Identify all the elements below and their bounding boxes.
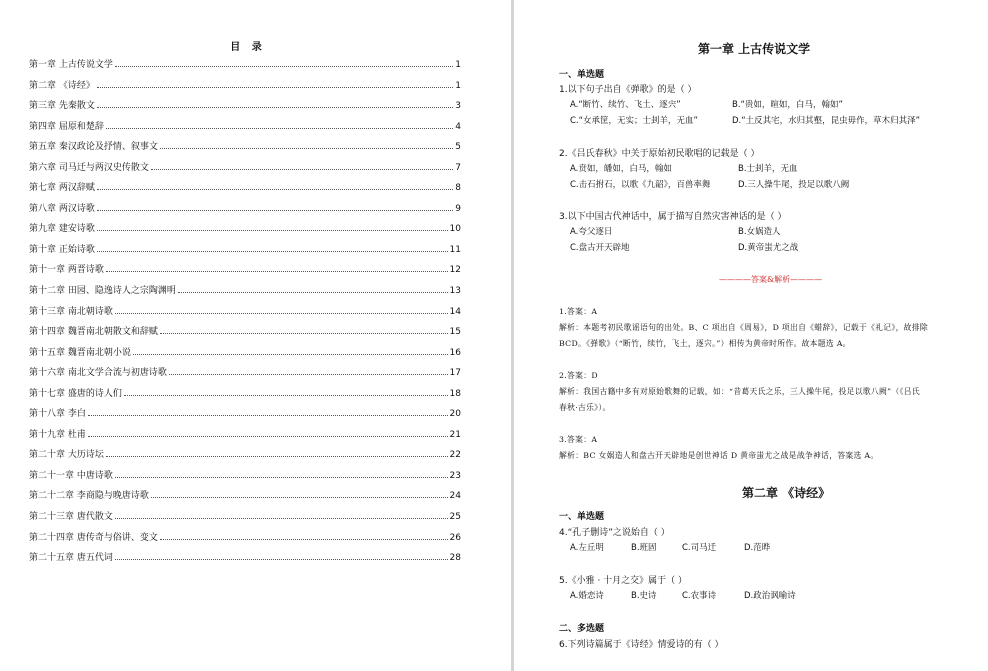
toc-entry[interactable] xyxy=(29,119,461,140)
option-b: B.史诗 xyxy=(631,591,657,601)
toc-page-number: 26 xyxy=(449,532,461,543)
option-a: A.婚恋诗 xyxy=(570,591,604,601)
toc-leader-dots xyxy=(97,189,453,190)
option-b: B.班固 xyxy=(631,543,657,553)
toc-leader-dots xyxy=(160,539,448,540)
answer-explanation: 春秋·古乐》）。 xyxy=(559,403,611,412)
toc-leader-dots xyxy=(106,271,448,272)
toc-page-number: 13 xyxy=(449,286,461,297)
toc-leader-dots xyxy=(115,477,448,478)
option-c: C.盘古开天辟地 xyxy=(570,243,630,253)
answer-explanation: 解析：本题考初民歌谣语句的出处。B、C 项出自《周易》，D 项出自《蜡辞》，记载于《礼记》，故排除 xyxy=(559,323,928,332)
option-b: B.士刲羊，无血 xyxy=(738,164,798,174)
toc-entry[interactable] xyxy=(29,201,461,222)
toc-page-number: 22 xyxy=(449,450,461,461)
toc-leader-dots xyxy=(160,148,453,149)
toc-leader-dots xyxy=(115,559,448,560)
option-a: A.贲如，皤如，白马，翰如 xyxy=(570,164,672,174)
toc-leader-dots xyxy=(106,456,448,457)
toc-leader-dots xyxy=(88,415,448,416)
toc-leader-dots xyxy=(97,230,448,231)
option-d: D.“土反其宅，水归其壑，昆虫毋作，草木归其泽” xyxy=(732,116,921,126)
option-d: D.三人操牛尾，投足以歌八阙 xyxy=(738,180,850,190)
answer-separator: ————答案&解析———— xyxy=(719,275,823,284)
toc-page-number: 7 xyxy=(455,162,461,173)
toc-entry-label: 第十一章 两晋诗歌 xyxy=(29,265,104,276)
toc-page-number: 25 xyxy=(449,512,461,523)
toc-leader-dots xyxy=(106,128,453,129)
toc-entry-label: 第一章 上古传说文学 xyxy=(29,60,113,70)
toc-entry-label: 第二章 《诗经》 xyxy=(29,80,95,91)
toc-leader-dots xyxy=(115,313,448,314)
toc-entry-label: 第十九章 杜甫 xyxy=(29,429,86,440)
toc-title: 目 录 xyxy=(230,42,266,53)
toc-entry-label: 第二十四章 唐传奇与俗讲、变文 xyxy=(29,532,158,543)
toc-leader-dots xyxy=(97,251,448,252)
question-text: 5.《小雅 · 十月之交》属于（ ） xyxy=(559,576,688,586)
toc-page-number: 10 xyxy=(449,224,461,235)
toc-entry[interactable] xyxy=(29,180,461,201)
toc-leader-dots xyxy=(97,210,453,211)
toc-leader-dots xyxy=(178,292,448,293)
option-c: C.“女承筐，无实；士刲羊，无血” xyxy=(570,116,698,126)
toc-entry[interactable] xyxy=(29,57,461,78)
toc-leader-dots xyxy=(97,107,453,108)
toc-entry-label: 第十章 正始诗歌 xyxy=(29,244,95,255)
toc-page-number: 14 xyxy=(449,306,461,317)
toc-leader-dots xyxy=(88,436,448,437)
toc-page-number: 28 xyxy=(449,553,461,564)
toc-entry-label: 第三章 先秦散文 xyxy=(29,101,95,112)
toc-page-number: 9 xyxy=(455,203,461,214)
option-a: A.“断竹、续竹、飞土、逐宍” xyxy=(570,100,681,110)
toc-entry[interactable] xyxy=(29,406,461,427)
toc-entry[interactable] xyxy=(29,262,461,283)
toc-page-number: 24 xyxy=(449,491,461,502)
toc-page-number: 1 xyxy=(455,80,461,91)
toc-list xyxy=(29,57,461,571)
toc-entry[interactable] xyxy=(29,160,461,181)
toc-page-number: 23 xyxy=(449,470,461,481)
toc-leader-dots xyxy=(169,374,448,375)
option-c: C.击石拊石，以歌《九韶》，百兽率舞 xyxy=(570,180,711,190)
toc-entry[interactable] xyxy=(29,386,461,407)
toc-entry-label: 第十五章 魏晋南北朝小说 xyxy=(29,347,131,358)
toc-entry[interactable] xyxy=(29,324,461,345)
content-page xyxy=(514,0,988,671)
toc-entry[interactable] xyxy=(29,468,461,489)
option-a: A.夸父逐日 xyxy=(570,227,613,237)
option-c: C.农事诗 xyxy=(682,591,717,601)
toc-page-number: 15 xyxy=(449,327,461,338)
toc-entry-label: 第十六章 南北文学合流与初唐诗歌 xyxy=(29,368,167,379)
toc-entry-label: 第二十章 大历诗坛 xyxy=(29,450,104,461)
toc-entry[interactable] xyxy=(29,221,461,242)
toc-entry-label: 第五章 秦汉政论及抒情、叙事文 xyxy=(29,142,158,153)
toc-entry-label: 第四章 屈原和楚辞 xyxy=(29,121,104,132)
option-a: A.左丘明 xyxy=(570,543,604,553)
answer-label: 3.答案：A xyxy=(559,435,598,444)
question-text: 4.“孔子删诗”之说始自（ ） xyxy=(559,528,670,538)
answer-label: 1.答案：A xyxy=(559,307,598,316)
toc-entry-label: 第二十五章 唐五代词 xyxy=(29,553,113,564)
toc-entry[interactable] xyxy=(29,98,461,119)
section-heading: 一、单选题 xyxy=(559,512,605,522)
section-heading: 二、多选题 xyxy=(559,624,605,634)
toc-entry[interactable] xyxy=(29,365,461,386)
toc-page-number: 20 xyxy=(449,409,461,420)
toc-page-number: 8 xyxy=(455,183,461,194)
toc-entry[interactable] xyxy=(29,304,461,325)
toc-entry[interactable] xyxy=(29,447,461,468)
answer-explanation: 解析：我国古籍中多有对原始歌舞的记载，如：“昔葛天氏之乐，三人操牛尾，投足以歌八阙”（《吕氏 xyxy=(559,387,920,396)
toc-entry[interactable] xyxy=(29,550,461,571)
toc-page-number: 21 xyxy=(449,429,461,440)
toc-leader-dots xyxy=(97,87,453,88)
toc-entry-label: 第八章 两汉诗歌 xyxy=(29,203,95,214)
question-text: 1.以下句子出自《弹歌》的是（ ） xyxy=(559,85,697,95)
toc-leader-dots xyxy=(115,66,453,67)
chapter-title: 第一章 上古传说文学 xyxy=(698,42,811,56)
option-d: D.黄帝蚩尤之战 xyxy=(738,243,799,253)
toc-entry-label: 第二十一章 中唐诗歌 xyxy=(29,470,113,481)
question-text: 2.《吕氏春秋》中关于原始初民歌唱的记载是（ ） xyxy=(559,149,760,159)
toc-leader-dots xyxy=(151,497,448,498)
toc-page-number: 17 xyxy=(449,368,461,379)
toc-page-number: 16 xyxy=(449,347,461,358)
toc-entry[interactable] xyxy=(29,509,461,530)
toc-page-number: 11 xyxy=(449,244,461,255)
toc-page-number: 5 xyxy=(455,142,461,153)
option-d: D.政治讽喻诗 xyxy=(744,591,796,601)
toc-entry-label: 第十八章 李白 xyxy=(29,409,86,420)
toc-entry-label: 第十二章 田园、隐逸诗人之宗陶渊明 xyxy=(29,286,176,297)
toc-leader-dots xyxy=(151,169,453,170)
question-text: 6.下列诗篇属于《诗经》情爱诗的有（ ） xyxy=(559,640,724,650)
answer-explanation: 解析：BC 女娲造人和盘古开天辟地是创世神话 D 黄帝蚩尤之战是战争神话，答案选 A。 xyxy=(559,451,879,460)
toc-entry-label: 第十七章 盛唐的诗人们 xyxy=(29,388,122,399)
toc-leader-dots xyxy=(124,395,448,396)
toc-entry[interactable] xyxy=(29,345,461,366)
option-c: C.司马迁 xyxy=(682,543,717,553)
toc-entry[interactable] xyxy=(29,283,461,304)
toc-entry-label: 第二十三章 唐代散文 xyxy=(29,512,113,523)
toc-page-number: 18 xyxy=(449,388,461,399)
toc-entry[interactable] xyxy=(29,139,461,160)
section-heading: 一、单选题 xyxy=(559,70,605,80)
option-d: D.范晔 xyxy=(744,543,771,553)
answer-label: 2.答案：D xyxy=(559,371,598,380)
toc-entry-label: 第十三章 南北朝诗歌 xyxy=(29,306,113,317)
answer-explanation: BCD。《弹歌》（“断竹，续竹，飞土，逐宍。”）相传为黄帝时所作。故本题选 A。 xyxy=(559,339,851,348)
toc-leader-dots xyxy=(133,354,448,355)
toc-entry-label: 第二十二章 李商隐与晚唐诗歌 xyxy=(29,491,149,502)
toc-entry-label: 第十四章 魏晋南北朝散文和辞赋 xyxy=(29,327,158,338)
toc-leader-dots xyxy=(160,333,448,334)
toc-entry-label: 第七章 两汉辞赋 xyxy=(29,183,95,194)
option-b: B.女娲造人 xyxy=(738,227,781,237)
toc-page-number: 4 xyxy=(455,121,461,132)
question-text: 3.以下中国古代神话中，属于描写自然灾害神话的是（ ） xyxy=(559,212,787,222)
toc-page-number: 3 xyxy=(455,101,461,112)
toc-entry[interactable] xyxy=(29,427,461,448)
toc-leader-dots xyxy=(115,518,448,519)
toc-entry[interactable] xyxy=(29,530,461,551)
toc-entry[interactable] xyxy=(29,78,461,99)
option-b: B.“贵如，暄如，白马，翰如” xyxy=(732,100,843,110)
toc-entry[interactable] xyxy=(29,488,461,509)
toc-entry-label: 第九章 建安诗歌 xyxy=(29,224,95,235)
toc-page-number: 1 xyxy=(455,60,461,70)
toc-entry[interactable] xyxy=(29,242,461,263)
toc-entry-label: 第六章 司马迁与两汉史传散文 xyxy=(29,162,149,173)
chapter-title: 第二章 《诗经》 xyxy=(742,486,831,500)
toc-page-number: 12 xyxy=(449,265,461,276)
